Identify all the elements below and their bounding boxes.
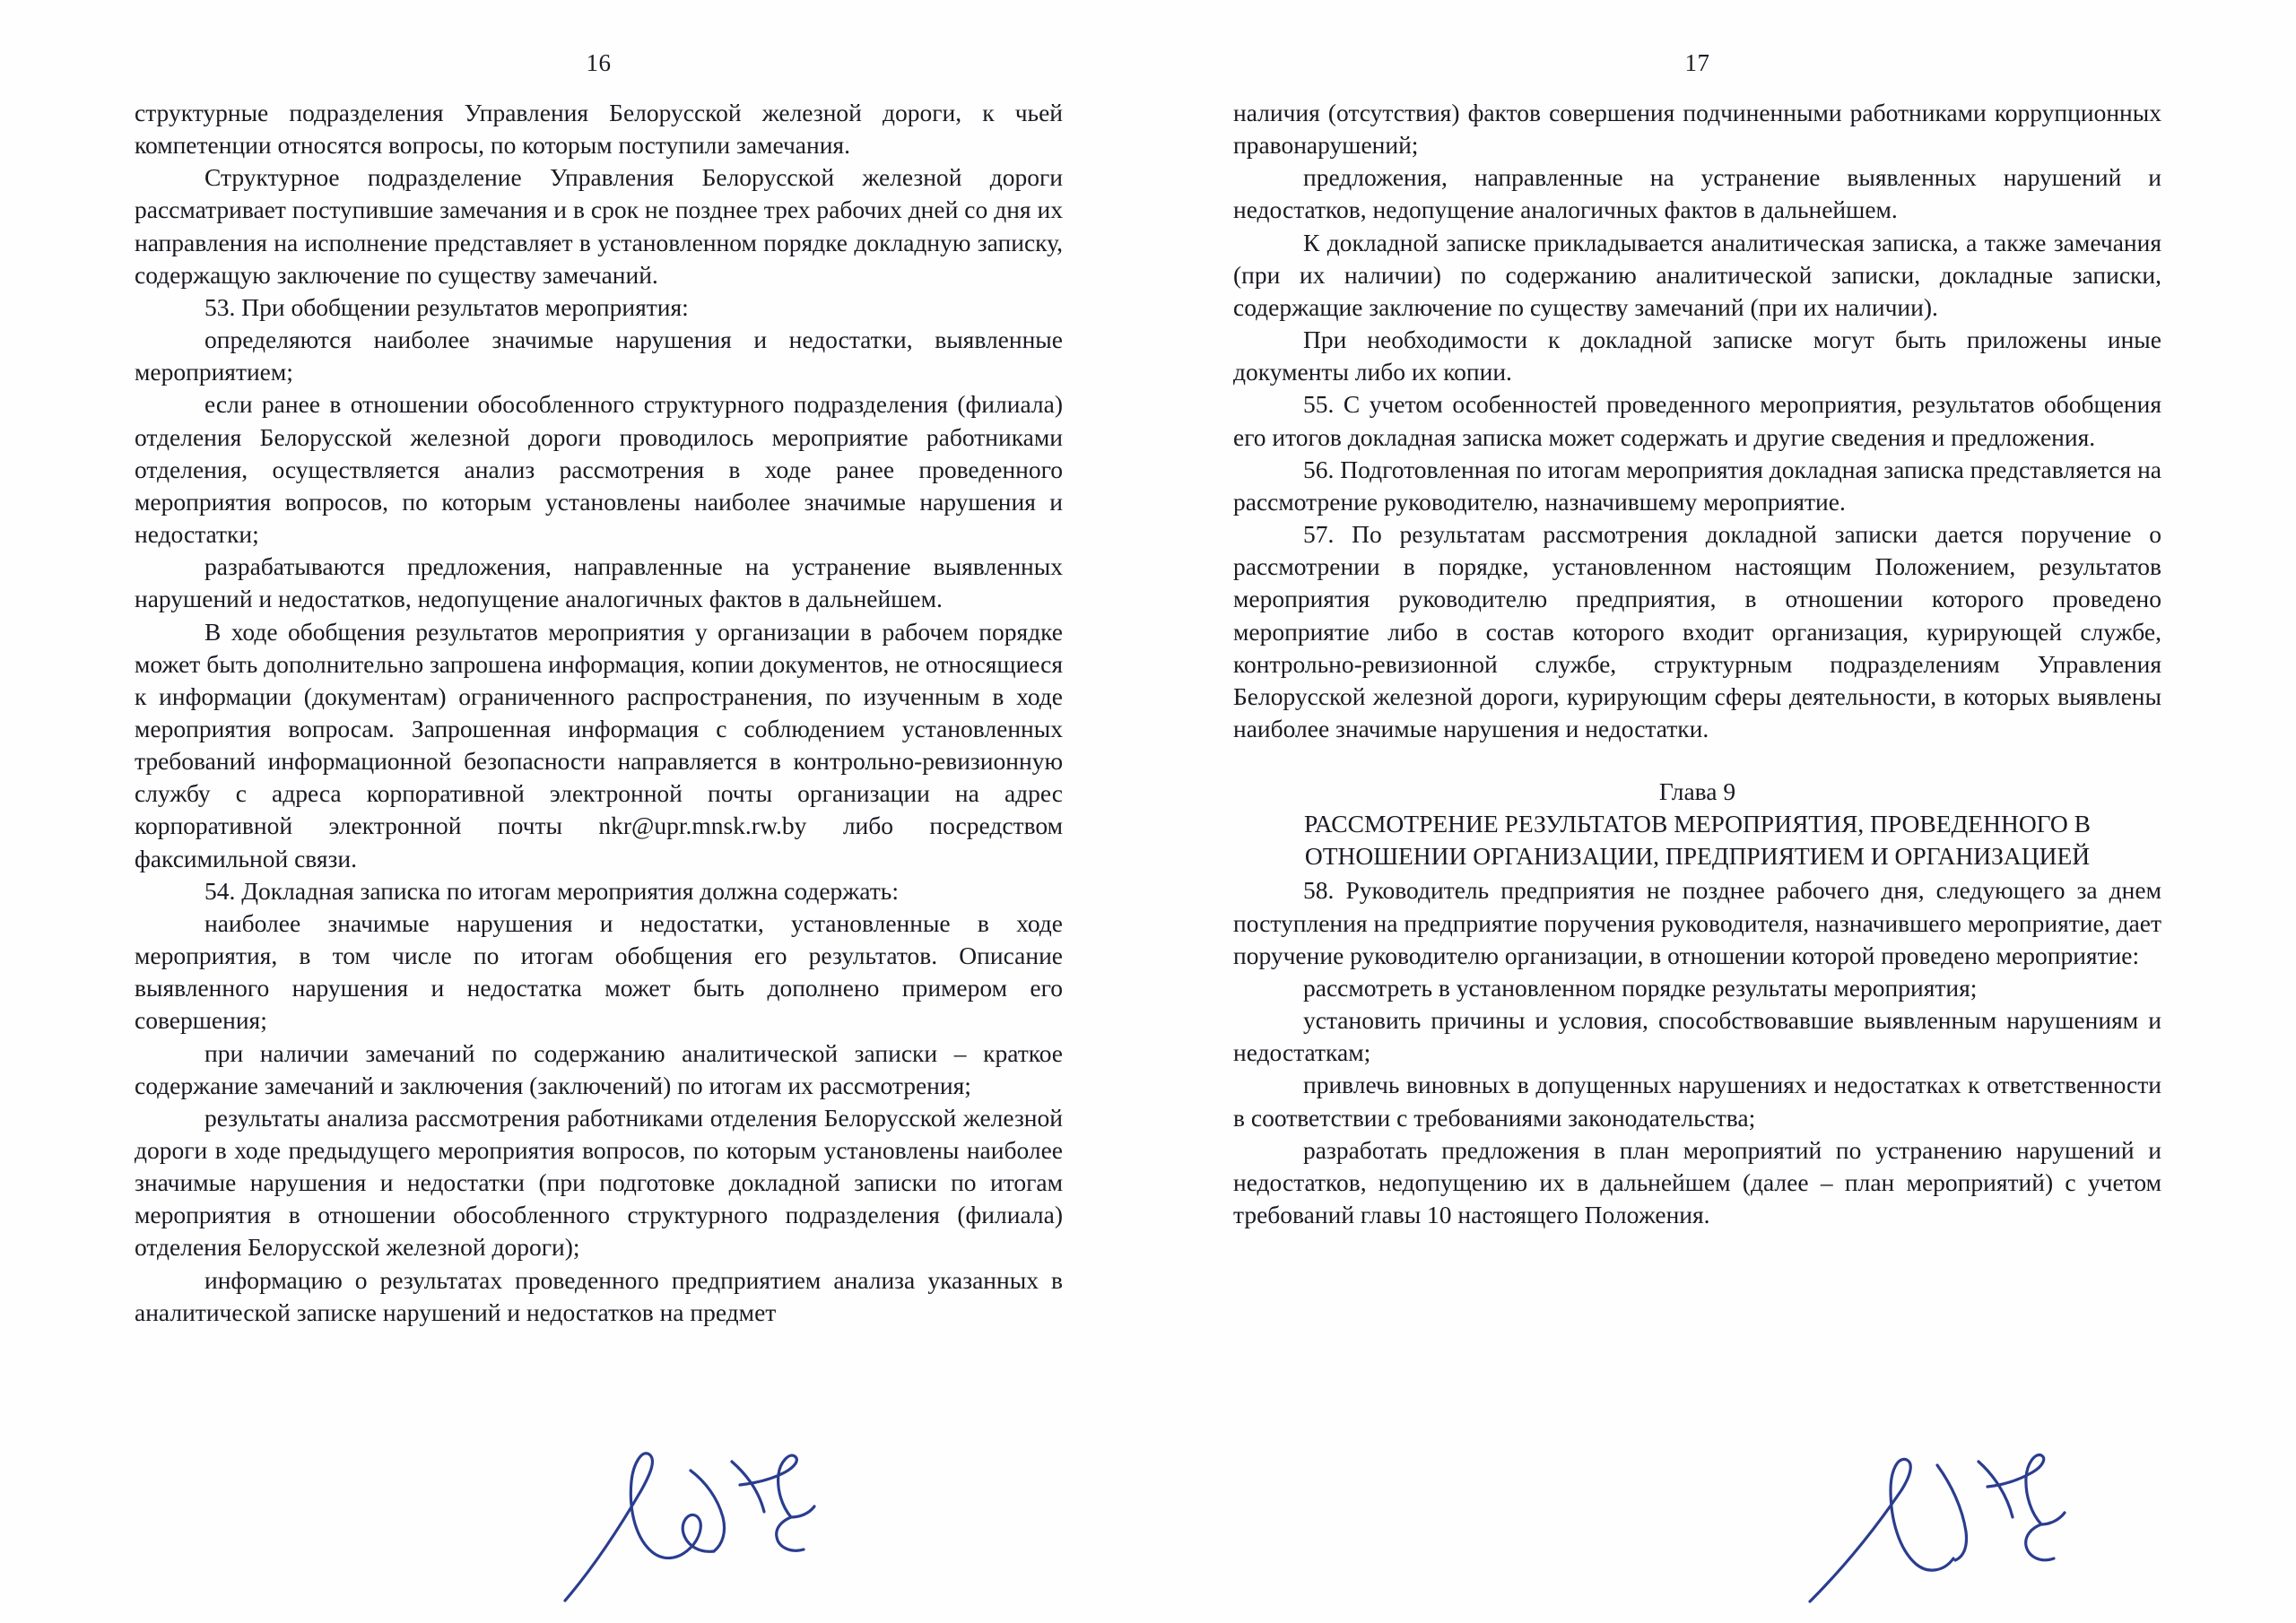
paragraph: привлечь виновных в допущенных нарушениях и недостатках к ответственности в соответствии с требованиями законодательства; <box>1233 1071 2161 1132</box>
chapter-heading <box>1233 776 2161 808</box>
paragraph: результаты анализа рассмотрения работниками отделения Белорусской железной дороги в ходе предыдущего мероприятия вопросов, по которым установлены наиболее значимые нарушения и недостатки (при подготовке докладной записки по итогам мероприятия в отношении обособленного структурного подразделения (филиала) отделения Белорусской железной дороги); <box>135 1103 1063 1262</box>
paragraph: Структурное подразделение Управления Белорусской железной дороги рассматривает поступившие замечания и в срок не позднее трех рабочих дней со дня их направления на исполнение представляет в установленном порядке докладную записку, содержащую заключение по существу замечаний. <box>135 163 1063 289</box>
paragraph: наличия (отсутствия) фактов совершения подчиненными работниками коррупционных правонарушений; <box>1233 99 2161 160</box>
paragraph: информацию о результатах проведенного предприятием анализа указанных в аналитической записке нарушений и недостатков на предмет <box>135 1265 1063 1326</box>
signature-icon <box>556 1435 852 1605</box>
paragraph: 54. Докладная записка по итогам мероприятия должна содержать: <box>204 876 899 905</box>
paragraph: 56. Подготовленная по итогам мероприятия докладная записка представляется на рассмотрение руководителю, назначившему мероприятие. <box>1233 455 2161 516</box>
paragraph: 53. При обобщении результатов мероприятия: <box>204 292 689 321</box>
paragraph: разработать предложения в план мероприятий по устранению нарушений и недостатков, недопущению их в дальнейшем (далее – план мероприятий) с учетом требований главы 10 настоящего Положения. <box>1233 1135 2161 1229</box>
chapter-number: Глава 9 <box>1658 777 1736 806</box>
page-number-right: 17 <box>1684 49 1710 76</box>
paragraph: В ходе обобщения результатов мероприятия у организации в рабочем порядке может быть дополнительно запрошена информация, копии документов, не относящиеся к информации (документам) ограниченного распространения, по изученным в ходе мероприятия вопросам. Запрошенная информация с соблюдением установленных требований информационной безопасности направляется в контрольно-ревизионную службу с адреса корпоративной электронной почты организации на адрес корпоративной электронной почты nkr@upr.mnsk.rw.by либо посредством факсимильной связи. <box>135 617 1063 872</box>
paragraph: при наличии замечаний по содержанию аналитической записки – краткое содержание замечаний и заключения (заключений) по итогам их рассмотрения; <box>135 1038 1063 1099</box>
paragraph: разрабатываются предложения, направленные на устранение выявленных нарушений и недостатков, недопущение аналогичных фактов в дальнейшем. <box>135 552 1063 613</box>
chapter-title-line-3: И ОРГАНИЗАЦИЕЙ <box>1870 842 2091 871</box>
left-page-column <box>135 49 1063 1329</box>
paragraph: При необходимости к докладной записке могут быть приложены иные документы либо их копии. <box>1233 325 2161 386</box>
paragraph: 58. Руководитель предприятия не позднее рабочего дня, следующего за днем поступления на предприятие поручения руководителя, назначившего мероприятие, дает поручение руководителю организации, в отношении которой проведено мероприятие: <box>1233 876 2161 969</box>
paragraph: установить причины и условия, способствовавшие выявленным нарушениям и недостаткам; <box>1233 1006 2161 1067</box>
chapter-title <box>1233 808 2161 873</box>
chapter-title-line-2: В ОТНОШЕНИИ ОРГАНИЗАЦИИ, ПРЕДПРИЯТИЕМ <box>1304 809 2091 871</box>
paragraph: рассмотреть в установленном порядке результаты мероприятия; <box>1303 973 1978 1002</box>
paragraph: 57. По результатам рассмотрения докладной записки дается поручение о рассмотрении в порядке, установленном настоящим Положением, результатов мероприятия руководителю предприятия, в отношении которого проведено мероприятие либо в состав которого входит организация, курирующей службе, контрольно-ревизионной службе, структурным подразделениям Управления Белорусской железной дороги, курирующим сферы деятельности, в которых выявлены наиболее значимые нарушения и недостатки. <box>1233 520 2161 742</box>
page-number-left: 16 <box>586 49 612 76</box>
paragraph: предложения, направленные на устранение выявленных нарушений и недостатков, недопущение аналогичных фактов в дальнейшем. <box>1233 163 2161 224</box>
paragraph: если ранее в отношении обособленного структурного подразделения (филиала) отделения Белорусской железной дороги проводилось мероприятие работниками отделения, осуществляется анализ рассмотрения в ходе ранее проведенного мероприятия вопросов, по которым установлены наиболее значимые нарушения и недостатки; <box>135 390 1063 549</box>
paragraph: 55. С учетом особенностей проведенного мероприятия, результатов обобщения его итогов докладная записка может содержать и другие сведения и предложения. <box>1233 390 2161 451</box>
paragraph: наиболее значимые нарушения и недостатки, установленные в ходе мероприятия, в том числе по итогам обобщения его результатов. Описание выявленного нарушения и недостатка может быть дополнено примером его совершения; <box>135 908 1063 1035</box>
paragraph: К докладной записке прикладывается аналитическая записка, а также замечания (при их наличии) по содержанию аналитической записки, докладные записки, содержащие заключение по существу замечаний (при их наличии). <box>1233 228 2161 321</box>
paragraph: структурные подразделения Управления Белорусской железной дороги, к чьей компетенции относятся вопросы, по которым поступили замечания. <box>135 99 1063 160</box>
chapter-title-line-1: РАССМОТРЕНИЕ РЕЗУЛЬТАТОВ МЕРОПРИЯТИЯ, ПРОВЕДЕННОГО <box>1304 809 2068 838</box>
paragraph: определяются наиболее значимые нарушения и недостатки, выявленные мероприятием; <box>135 325 1063 386</box>
right-page-column <box>1233 49 2161 1329</box>
signature-icon <box>1803 1444 2099 1614</box>
